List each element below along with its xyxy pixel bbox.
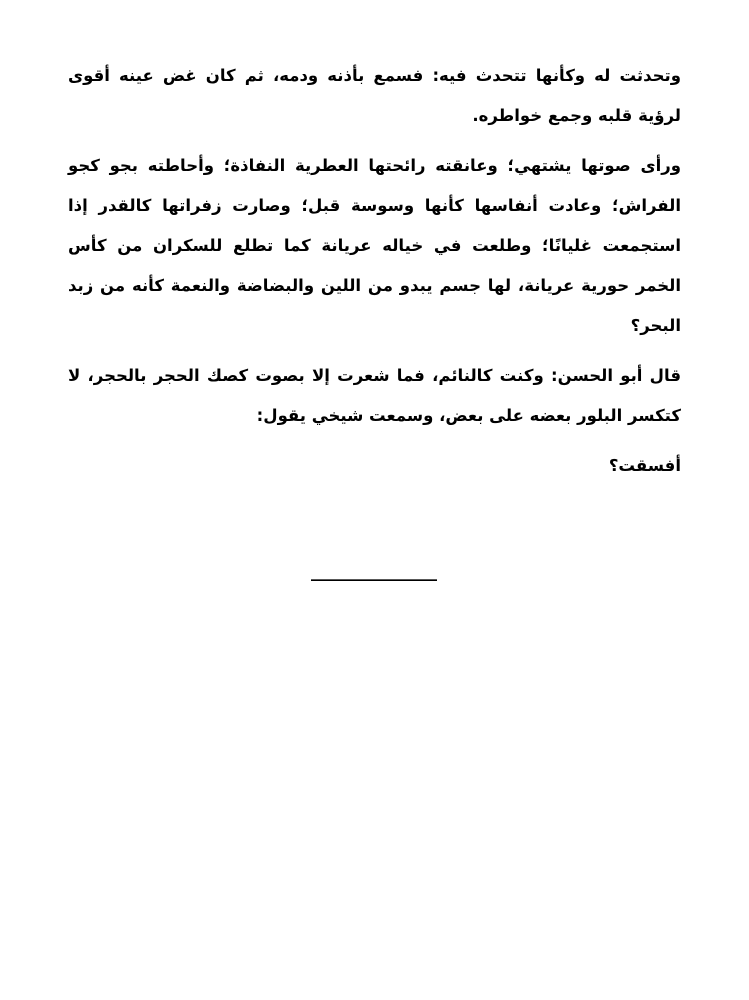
paragraph-2: ورأى صوتها يشتهي؛ وعانقته رائحتها العطرية النفاذة؛ وأحاطته بجو كجو الفراش؛ وعادت أنفاسها كأنها وسوسة قبل؛ وصارت زفراتها كالقدر إذا استجمعت غليانًا؛ وطلعت في خياله عريانة كما تطلع للسكران من كأس الخمر حورية عريانة، لها جسم يبدو من اللين والبضاضة والنعمة كأنه من زبد البحر؟: [68, 156, 681, 335]
paragraph-3: قال أبو الحسن: وكنت كالنائم، فما شعرت إلا بصوت كصك الحجر بالحجر، لا كتكسر البلور بعضه على بعض، وسمعت شيخي يقول:: [68, 366, 681, 425]
document-page: [68, 56, 681, 496]
paragraph-4: أفسقت؟: [608, 456, 681, 475]
paragraph-1: وتحدثت له وكأنها تتحدث فيه: فسمع بأذنه ودمه، ثم كان غض عينه أقوى لرؤية قلبه وجمع خواطره.: [68, 66, 681, 125]
section-divider: ______________: [311, 561, 437, 582]
